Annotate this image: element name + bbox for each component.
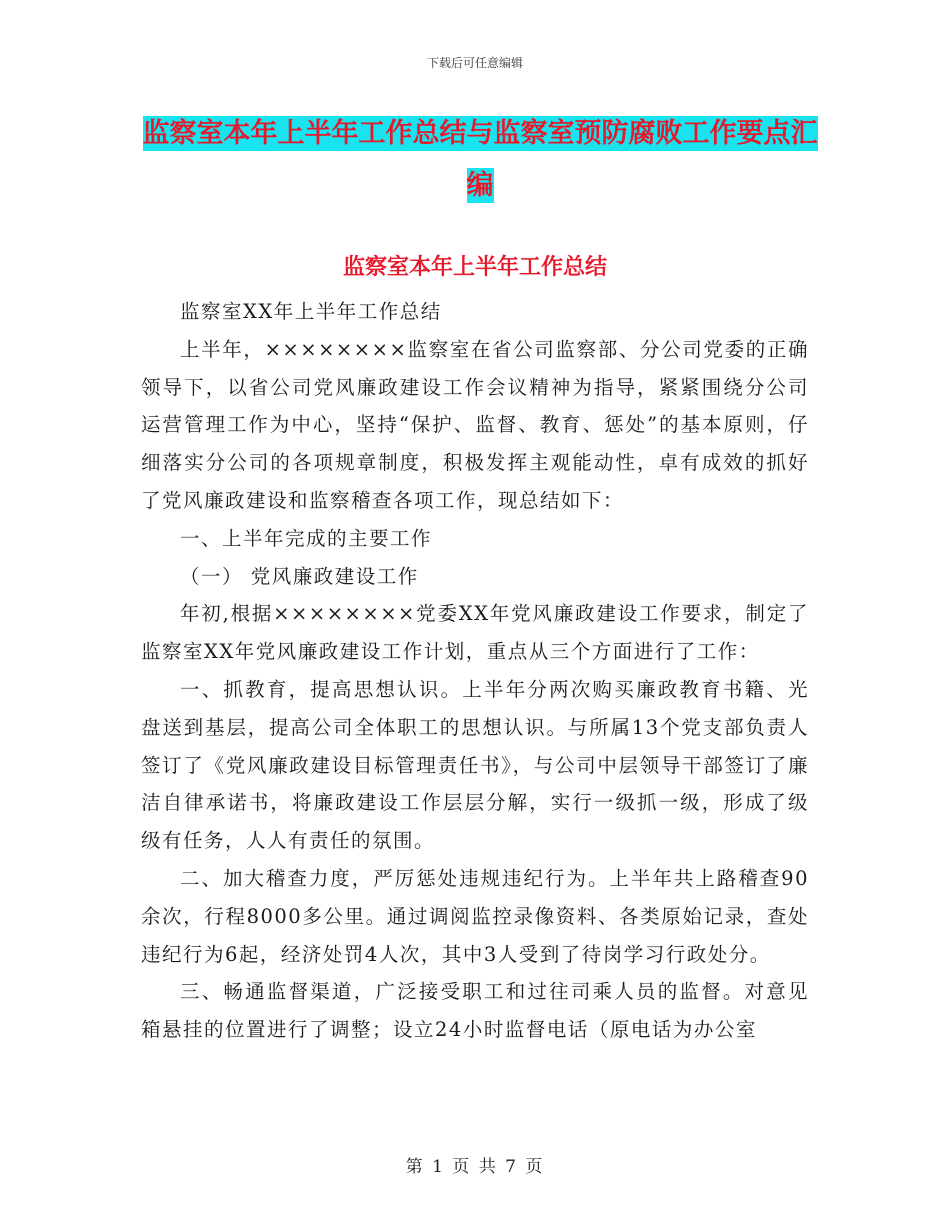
paragraph-plan: 年初,根据××××××××党委XX年党风廉政建设工作要求，制定了监察室XX年党风廉政建设工作计划，重点从三个方面进行了工作： <box>141 602 809 664</box>
heading-party-work: （一） 党风廉政建设工作 <box>180 564 419 588</box>
paragraph-inspection: 二、加大稽查力度，严厉惩处违规违纪行为。上半年共上路稽查90余次，行程8000多公里。通过调阅监控录像资料、各类原始记录，查处违纪行为6起，经济处罚4人次，其中3人受到了待岗学习行政处分。 <box>141 866 809 966</box>
main-title-text: 监察室本年上半年工作总结与监察室预防腐败工作要点汇编 <box>142 118 818 201</box>
paragraph-education: 一、抓教育，提高思想认识。上半年分两次购买廉政教育书籍、光盘送到基层，提高公司全体职工的思想认识。与所属13个党支部负责人签订了《党风廉政建设目标管理责任书》，与公司中层领导干部签订了廉洁自律承诺书，将廉政建设工作层层分解，实行一级抓一级，形成了级级有任务，人人有责任的氛围。 <box>141 677 809 853</box>
section-title: 监察室本年上半年工作总结 <box>342 255 607 280</box>
paragraph-supervision: 三、畅通监督渠道，广泛接受职工和过往司乘人员的监督。对意见箱悬挂的位置进行了调整；设立24小时监督电话（原电话为办公室 <box>141 980 809 1042</box>
page-number-footer: 第 1 页 共 7 页 <box>405 1157 545 1177</box>
document-body <box>141 293 809 1049</box>
paragraph-report-name: 监察室XX年上半年工作总结 <box>180 300 442 323</box>
heading-main-work: 一、上半年完成的主要工作 <box>180 526 433 550</box>
header-note: 下载后可任意编辑 <box>426 56 523 70</box>
paragraph-intro: 上半年，××××××××监察室在省公司监察部、分公司党委的正确领导下，以省公司党风廉政建设工作会议精神为指导，紧紧围绕分公司运营管理工作为中心，坚持“保护、监督、教育、惩处”的基本原则，仔细落实分公司的各项规章制度，积极发挥主观能动性，卓有成效的抓好了党风廉政建设和监察稽查各项工作，现总结如下： <box>141 337 809 512</box>
document-main-title <box>140 108 820 212</box>
